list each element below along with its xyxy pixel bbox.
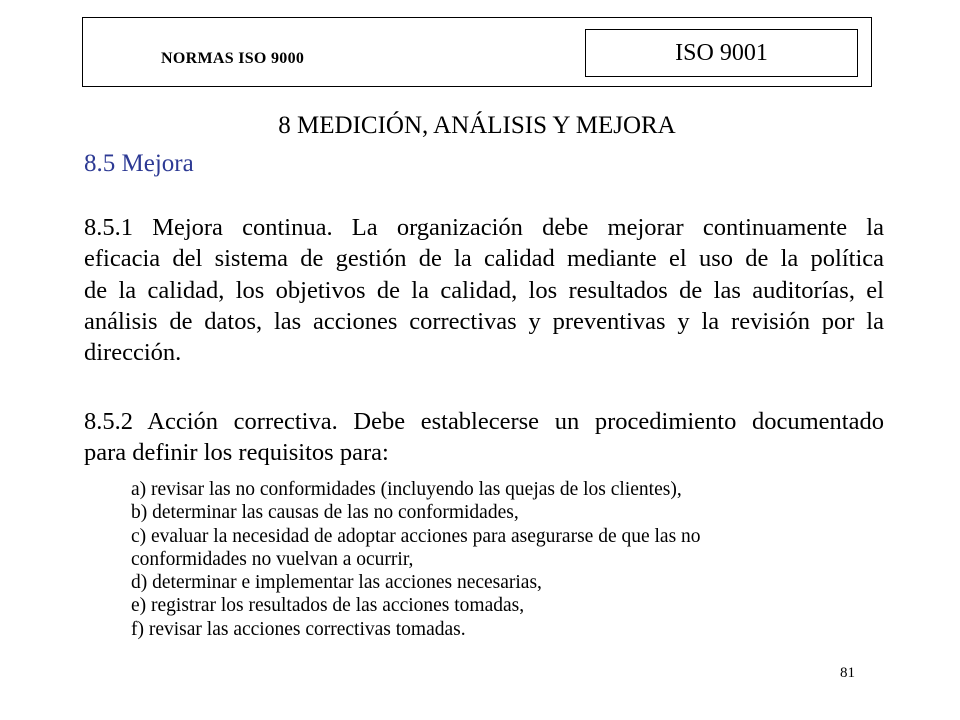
list-item-continuation: conformidades no vuelvan a ocurrir, xyxy=(131,548,414,570)
paragraph-line: eficacia del sistema de gestión de la calidad mediante el uso de la política xyxy=(84,245,884,273)
paragraph-continuous-improvement xyxy=(84,212,884,368)
list-item: c) evaluar la necesidad de adoptar acciones para asegurarse de que las no xyxy=(131,525,701,547)
header-right-label: ISO 9001 xyxy=(585,29,858,77)
header-left-label: NORMAS ISO 9000 xyxy=(161,50,305,67)
paragraph-line: de la calidad, los objetivos de la calidad, los resultados de las auditorías, el xyxy=(84,276,884,304)
paragraph-line: 8.5.2 Acción correctiva. Debe establecerse un procedimiento documentado xyxy=(84,408,884,435)
list-item: b) determinar las causas de las no conformidades, xyxy=(131,502,519,524)
list-item: e) registrar los resultados de las acciones tomadas, xyxy=(131,595,525,617)
requirements-list xyxy=(131,478,851,641)
paragraph-line: análisis de datos, las acciones correctivas y preventivas y la revisión por la xyxy=(84,307,884,335)
paragraph-line: para definir los requisitos para: xyxy=(84,439,389,467)
page-number: 81 xyxy=(840,665,855,681)
paragraph-corrective-action xyxy=(84,406,884,469)
list-item: f) revisar las acciones correctivas tomadas. xyxy=(131,618,466,640)
subsection-title: 8.5 Mejora xyxy=(84,150,194,177)
section-title: 8 MEDICIÓN, ANÁLISIS Y MEJORA xyxy=(278,112,676,139)
header-box xyxy=(82,17,872,87)
paragraph-line: dirección. xyxy=(84,339,182,367)
list-item: a) revisar las no conformidades (incluyendo las quejas de los clientes), xyxy=(131,479,682,500)
paragraph-line: 8.5.1 Mejora continua. La organización debe mejorar continuamente la xyxy=(84,214,884,241)
list-item: d) determinar e implementar las acciones necesarias, xyxy=(131,572,542,594)
